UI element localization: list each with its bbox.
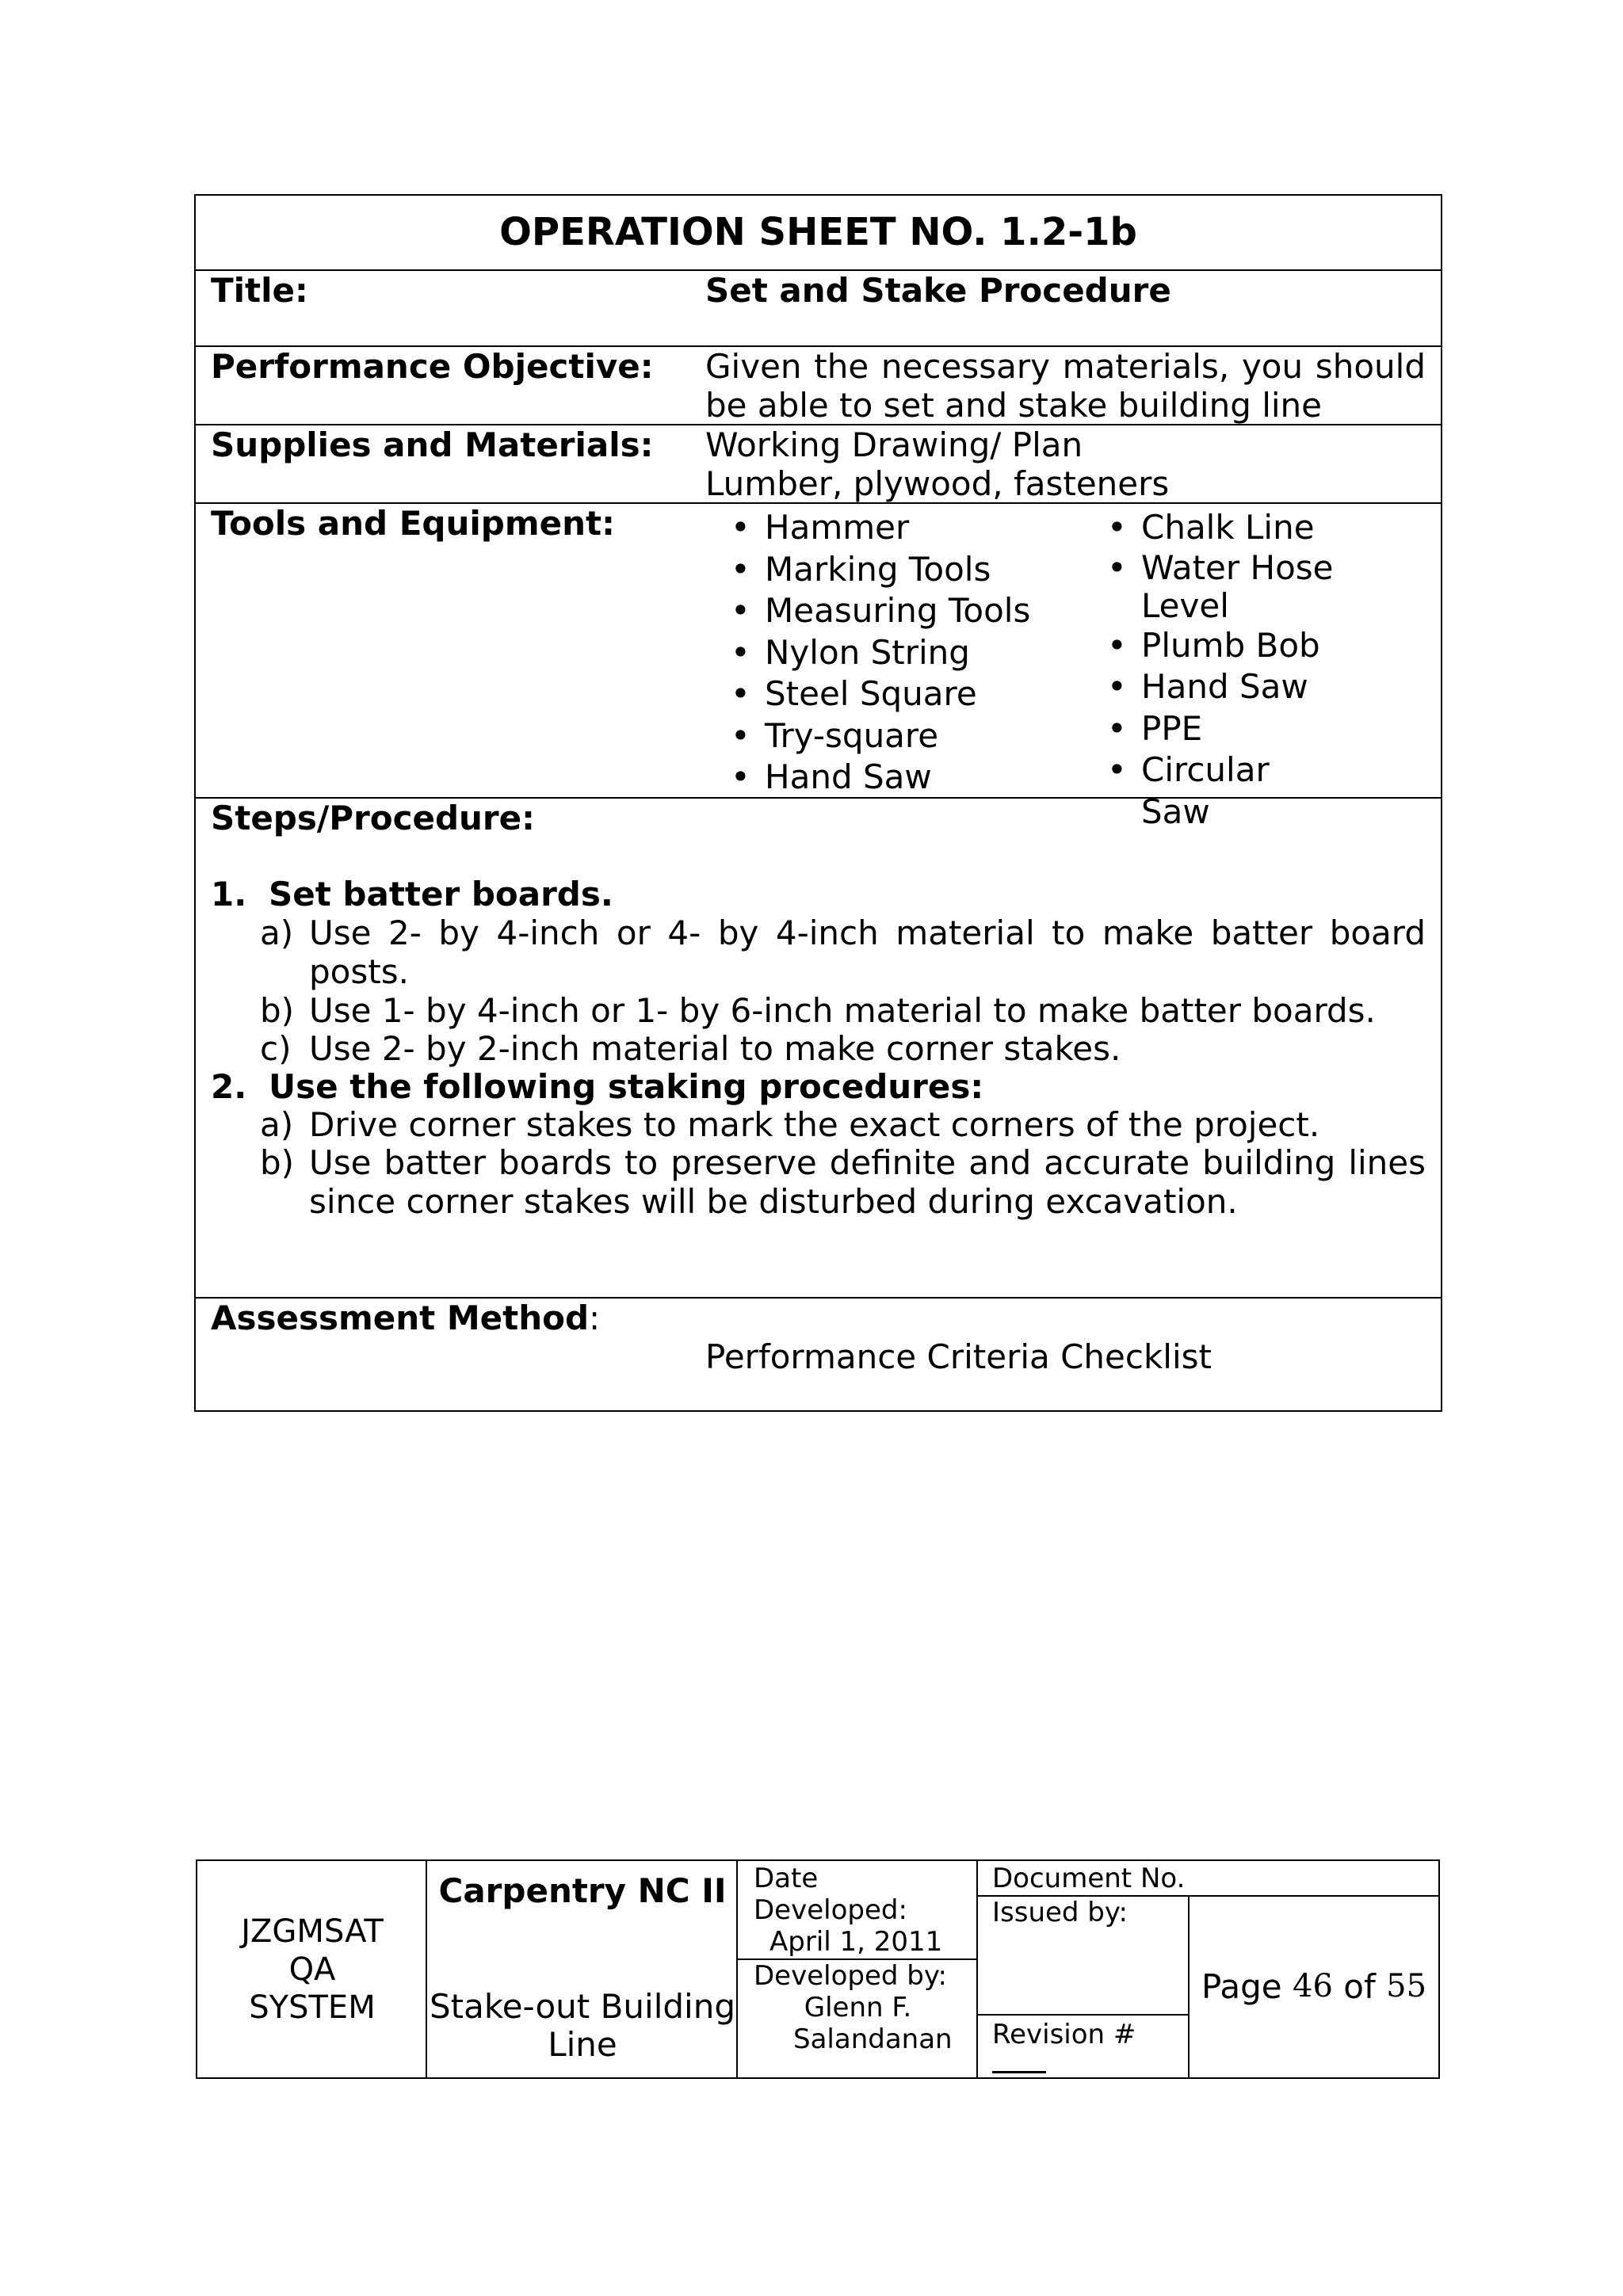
- page-total: 55: [1386, 1968, 1427, 2004]
- footer-date-developed: [738, 1861, 978, 1958]
- steps-row: [196, 797, 1441, 1297]
- objective-label: Performance Objective:: [211, 347, 654, 386]
- tool-item: • Measuring Tools: [731, 590, 1071, 632]
- sub-text: Use 2- by 4-inch or 4- by 4-inch material to make batter board posts.: [309, 913, 1426, 991]
- developer-name: Glenn F. Salandanan: [793, 1992, 953, 2055]
- footer-organization: [197, 1861, 427, 2077]
- org-line: QA: [288, 1951, 336, 1988]
- page-of: of: [1343, 1966, 1376, 2006]
- issued-by-label: Issued by:: [992, 1897, 1128, 1928]
- sheet-heading-row: [196, 196, 1441, 269]
- assessment-label: [211, 1299, 600, 1337]
- assessment-row: [196, 1297, 1441, 1412]
- sub-mark: b): [260, 991, 295, 1030]
- objective-value: Given the necessary materials, you should be able to set and stake building line: [705, 347, 1426, 425]
- footer-issued-by: [978, 1895, 1190, 2014]
- footer-developed-by: [738, 1958, 978, 2077]
- revision-blank-line: [992, 2071, 1046, 2073]
- tool-item: • Marking Tools: [731, 549, 1071, 591]
- tool-item: • Try-square: [731, 715, 1071, 757]
- sub-mark: a): [260, 1105, 294, 1144]
- developed-by-label: Developed by:: [754, 1960, 947, 1992]
- sub-text: Use 2- by 2-inch material to make corner stakes.: [309, 1029, 1121, 1068]
- objective-row: [196, 345, 1441, 424]
- tool-item: • Hand Saw: [731, 757, 1071, 799]
- title-value: Set and Stake Procedure: [705, 271, 1171, 310]
- date-developed-value: April 1, 2011: [769, 1926, 943, 1958]
- page-current: 46: [1293, 1968, 1333, 2004]
- footer-page-number: [1190, 1895, 1438, 2077]
- org-line: JZGMSAT: [241, 1913, 384, 1950]
- revision-label: Revision #: [992, 2019, 1136, 2050]
- tool-item: • Water Hose Level: [1107, 549, 1345, 625]
- tools-list-left: [731, 507, 1071, 799]
- steps-label: Steps/Procedure:: [211, 799, 535, 837]
- sub-mark: c): [260, 1029, 292, 1068]
- document-number-label: Document No.: [992, 1863, 1186, 1894]
- tool-item: • PPE: [1107, 708, 1345, 750]
- sub-text: Use 1- by 4-inch or 1- by 6-inch material to make batter boards.: [309, 991, 1376, 1030]
- footer-revision: [978, 2014, 1190, 2077]
- step-number: 2.: [211, 1067, 247, 1106]
- step-text: Set batter boards.: [269, 875, 613, 913]
- tools-list-right: [1107, 507, 1345, 833]
- step-text: Use the following staking procedures:: [269, 1067, 984, 1106]
- tools-label: Tools and Equipment:: [211, 504, 615, 543]
- module-title: Stake-out Building Line: [430, 1987, 735, 2064]
- assessment-label-colon: :: [589, 1299, 601, 1337]
- tool-item: • Nylon String: [731, 632, 1071, 674]
- page-prefix: Page: [1201, 1966, 1282, 2006]
- footer-qualification: [427, 1861, 738, 2077]
- supply-item: Lumber, plywood, fasteners: [705, 464, 1170, 503]
- assessment-value: Performance Criteria Checklist: [705, 1337, 1212, 1376]
- supplies-row: [196, 424, 1441, 502]
- tool-item: • Chalk Line: [1107, 507, 1345, 549]
- supply-item: Working Drawing/ Plan: [705, 425, 1083, 464]
- assessment-label-text: Assessment Method: [211, 1299, 590, 1337]
- sheet-heading: OPERATION SHEET NO. 1.2-1b: [499, 210, 1137, 254]
- qualification-title: Carpentry NC II: [438, 1871, 727, 1910]
- step-number: 1.: [211, 875, 247, 913]
- supplies-value: [705, 425, 1426, 503]
- sub-mark: a): [260, 913, 294, 952]
- org-line: SYSTEM: [249, 1989, 376, 2026]
- footer-document-number: [978, 1861, 1438, 1895]
- sub-text: Drive corner stakes to mark the exact corners of the project.: [309, 1105, 1320, 1144]
- tool-item: • Plumb Bob: [1107, 625, 1345, 667]
- sub-text: Use batter boards to preserve definite and accurate building lines since corner stakes will be disturbed during excavation.: [309, 1143, 1426, 1221]
- title-label: Title:: [211, 271, 308, 310]
- document-footer: [196, 1859, 1440, 2079]
- date-developed-label: Date Developed:: [754, 1863, 907, 1926]
- tool-item: • Steel Square: [731, 673, 1071, 715]
- operation-sheet: [194, 194, 1442, 1412]
- sub-mark: b): [260, 1143, 295, 1182]
- title-row: [196, 269, 1441, 345]
- tool-item: • Hand Saw: [1107, 666, 1345, 708]
- tool-item: • Circular Saw: [1107, 749, 1345, 833]
- tool-item: • Hammer: [731, 507, 1071, 549]
- supplies-label: Supplies and Materials:: [211, 425, 654, 464]
